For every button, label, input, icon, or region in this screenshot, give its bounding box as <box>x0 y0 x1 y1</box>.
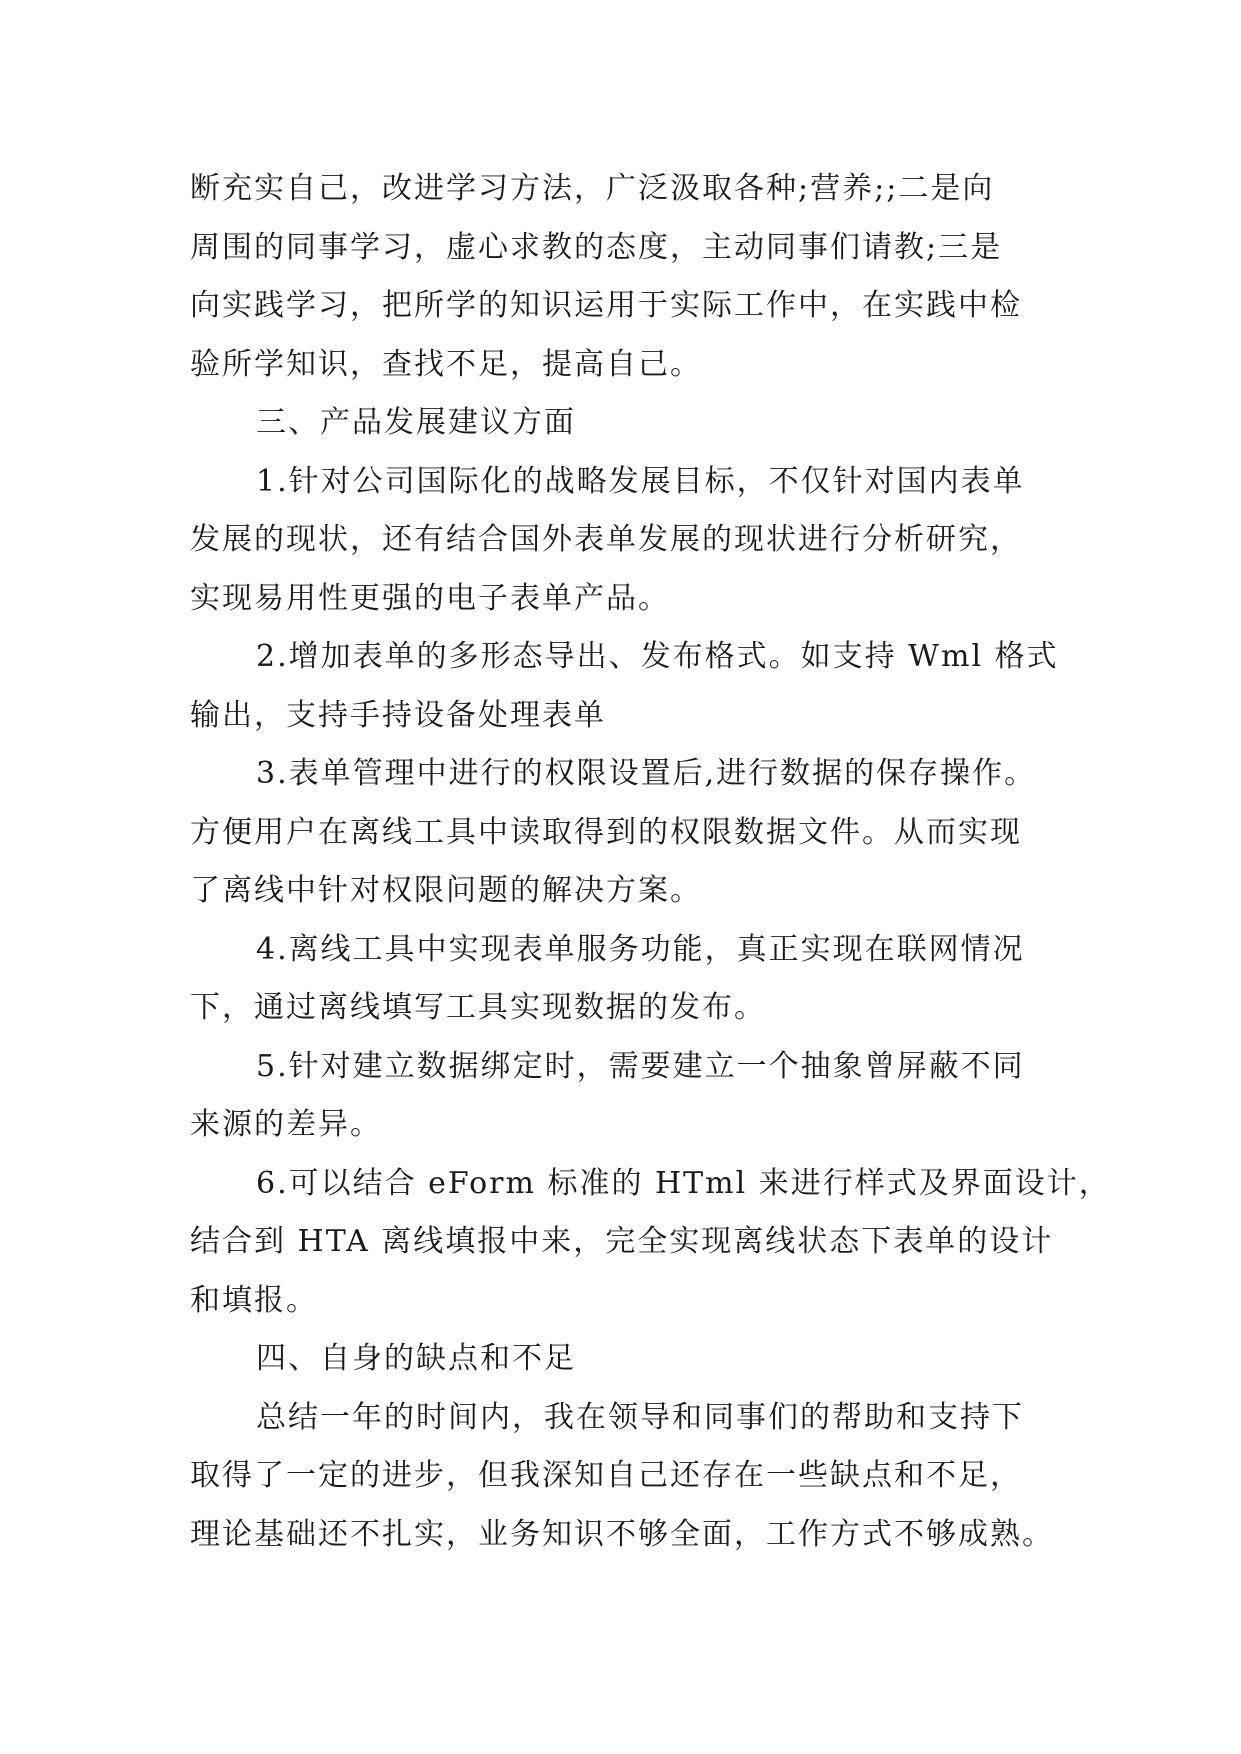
text-line: 总结一年的时间内，我在领导和同事们的帮助和支持下 <box>256 1399 1024 1435</box>
text-line: 断充实自己，改进学习方法，广泛汲取各种;营养;;二是向 <box>190 171 995 206</box>
text-line: 6.可以结合 eForm 标准的 HTml 来进行样式及界面设计， <box>256 1165 1111 1201</box>
text-line: 2.增加表单的多形态导出、发布格式。如支持 Wml 格式 <box>256 639 1059 674</box>
text-line: 输出，支持手持设备处理表单 <box>190 697 606 733</box>
text-line: 实现易用性更强的电子表单产品。 <box>190 580 670 616</box>
section-heading: 四、自身的缺点和不足 <box>256 1341 576 1376</box>
text-line: 理论基础还不扎实，业务知识不够全面，工作方式不够成熟。 <box>190 1516 1054 1552</box>
text-line: 向实践学习，把所学的知识运用于实际工作中，在实践中检 <box>190 288 1022 323</box>
text-line: 和填报。 <box>190 1282 318 1318</box>
text-line: 下，通过离线填写工具实现数据的发布。 <box>190 990 766 1025</box>
text-line: 4.离线工具中实现表单服务功能，真正实现在联网情况 <box>256 931 1025 967</box>
text-line: 周围的同事学习，虚心求教的态度，主动同事们请教;三是 <box>190 229 1003 265</box>
text-line: 1.针对公司国际化的战略发展目标，不仅针对国内表单 <box>256 463 1025 499</box>
text-line: 了离线中针对权限问题的解决方案。 <box>190 873 702 908</box>
text-line: 结合到 HTA 离线填报中来，完全实现离线状态下表单的设计 <box>190 1224 1054 1259</box>
text-line: 方便用户在离线工具中读取得到的权限数据文件。从而实现 <box>190 814 1022 850</box>
text-line: 5.针对建立数据绑定时，需要建立一个抽象曾屏蔽不同 <box>256 1048 1025 1084</box>
text-line: 来源的差异。 <box>190 1107 382 1142</box>
section-heading: 三、产品发展建议方面 <box>256 405 576 440</box>
document-body <box>190 160 1111 1564</box>
text-line: 取得了一定的进步，但我深知自己还存在一些缺点和不足， <box>190 1458 1022 1493</box>
text-line: 发展的现状，还有结合国外表单发展的现状进行分析研究， <box>190 522 1022 557</box>
text-line: 3.表单管理中进行的权限设置后,进行数据的保存操作。 <box>256 756 1037 791</box>
text-line: 验所学知识，查找不足，提高自己。 <box>190 346 702 382</box>
